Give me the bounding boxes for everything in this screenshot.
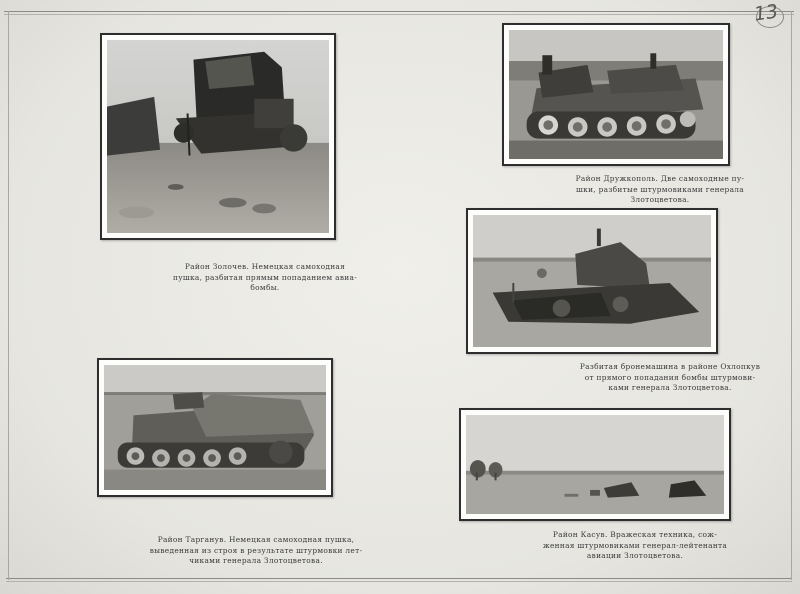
caption-targanuv-line: выведенная из строя в результате штурмовки лет-	[149, 545, 363, 555]
caption-targanuv-line: Район Тарганув. Немецкая самоходная пушка,	[157, 535, 355, 544]
photo-targanuv	[97, 358, 333, 497]
photo-druzhkopol	[502, 23, 730, 166]
photo-targanuv-image	[104, 365, 326, 490]
caption-zolochev-line: пушка, разбитая прямым попаданием авиа-	[172, 272, 358, 282]
photo-okhlopkuv	[466, 208, 718, 354]
caption-targanuv	[138, 535, 374, 567]
caption-okhlopkuv	[570, 362, 770, 394]
photo-okhlopkuv-image	[473, 215, 711, 347]
caption-zolochev-line: бомбы.	[250, 283, 280, 292]
photo-zolochev	[100, 33, 336, 240]
caption-zolochev-line: Район Золочев. Немецкая самоходная	[184, 262, 346, 271]
photo-kasuv	[459, 408, 731, 521]
caption-kasuv-line: женная штурмовиками генерал-лейтенанта	[542, 540, 728, 550]
caption-okhlopkuv-line: ками генерала Злотоцветова.	[608, 383, 732, 392]
caption-druzhkopol-line: Район Дружкополь. Две самоходные пу-	[575, 174, 745, 183]
top-border-line	[4, 11, 794, 12]
photo-kasuv-image	[466, 415, 724, 514]
caption-druzhkopol-line: Злотоцветова.	[630, 195, 690, 204]
caption-kasuv-line: Район Касув. Вражеская техника, сож-	[552, 530, 718, 539]
right-border-line	[791, 11, 792, 580]
caption-okhlopkuv-line: от прямого попадания бомбы штурмови-	[584, 372, 756, 382]
photo-druzhkopol-image	[509, 30, 723, 159]
photo-zolochev-image	[107, 40, 329, 233]
caption-druzhkopol	[560, 174, 760, 206]
caption-kasuv-line: авиации Злотоцветова.	[586, 551, 684, 560]
caption-druzhkopol-line: шки, разбитые штурмовиками генерала	[575, 184, 744, 194]
caption-kasuv	[535, 530, 735, 562]
caption-targanuv-line: чиками генерала Злотоцветова.	[189, 556, 323, 565]
bottom-border-line	[6, 578, 792, 579]
bottom-border-line-inner	[6, 581, 792, 582]
left-border-line	[8, 11, 9, 580]
caption-okhlopkuv-line: Разбитая бронемашина в районе Охлопкув	[579, 362, 761, 371]
caption-zolochev	[170, 262, 360, 294]
top-border-line-inner	[4, 14, 794, 15]
page-number: 13	[752, 0, 780, 26]
